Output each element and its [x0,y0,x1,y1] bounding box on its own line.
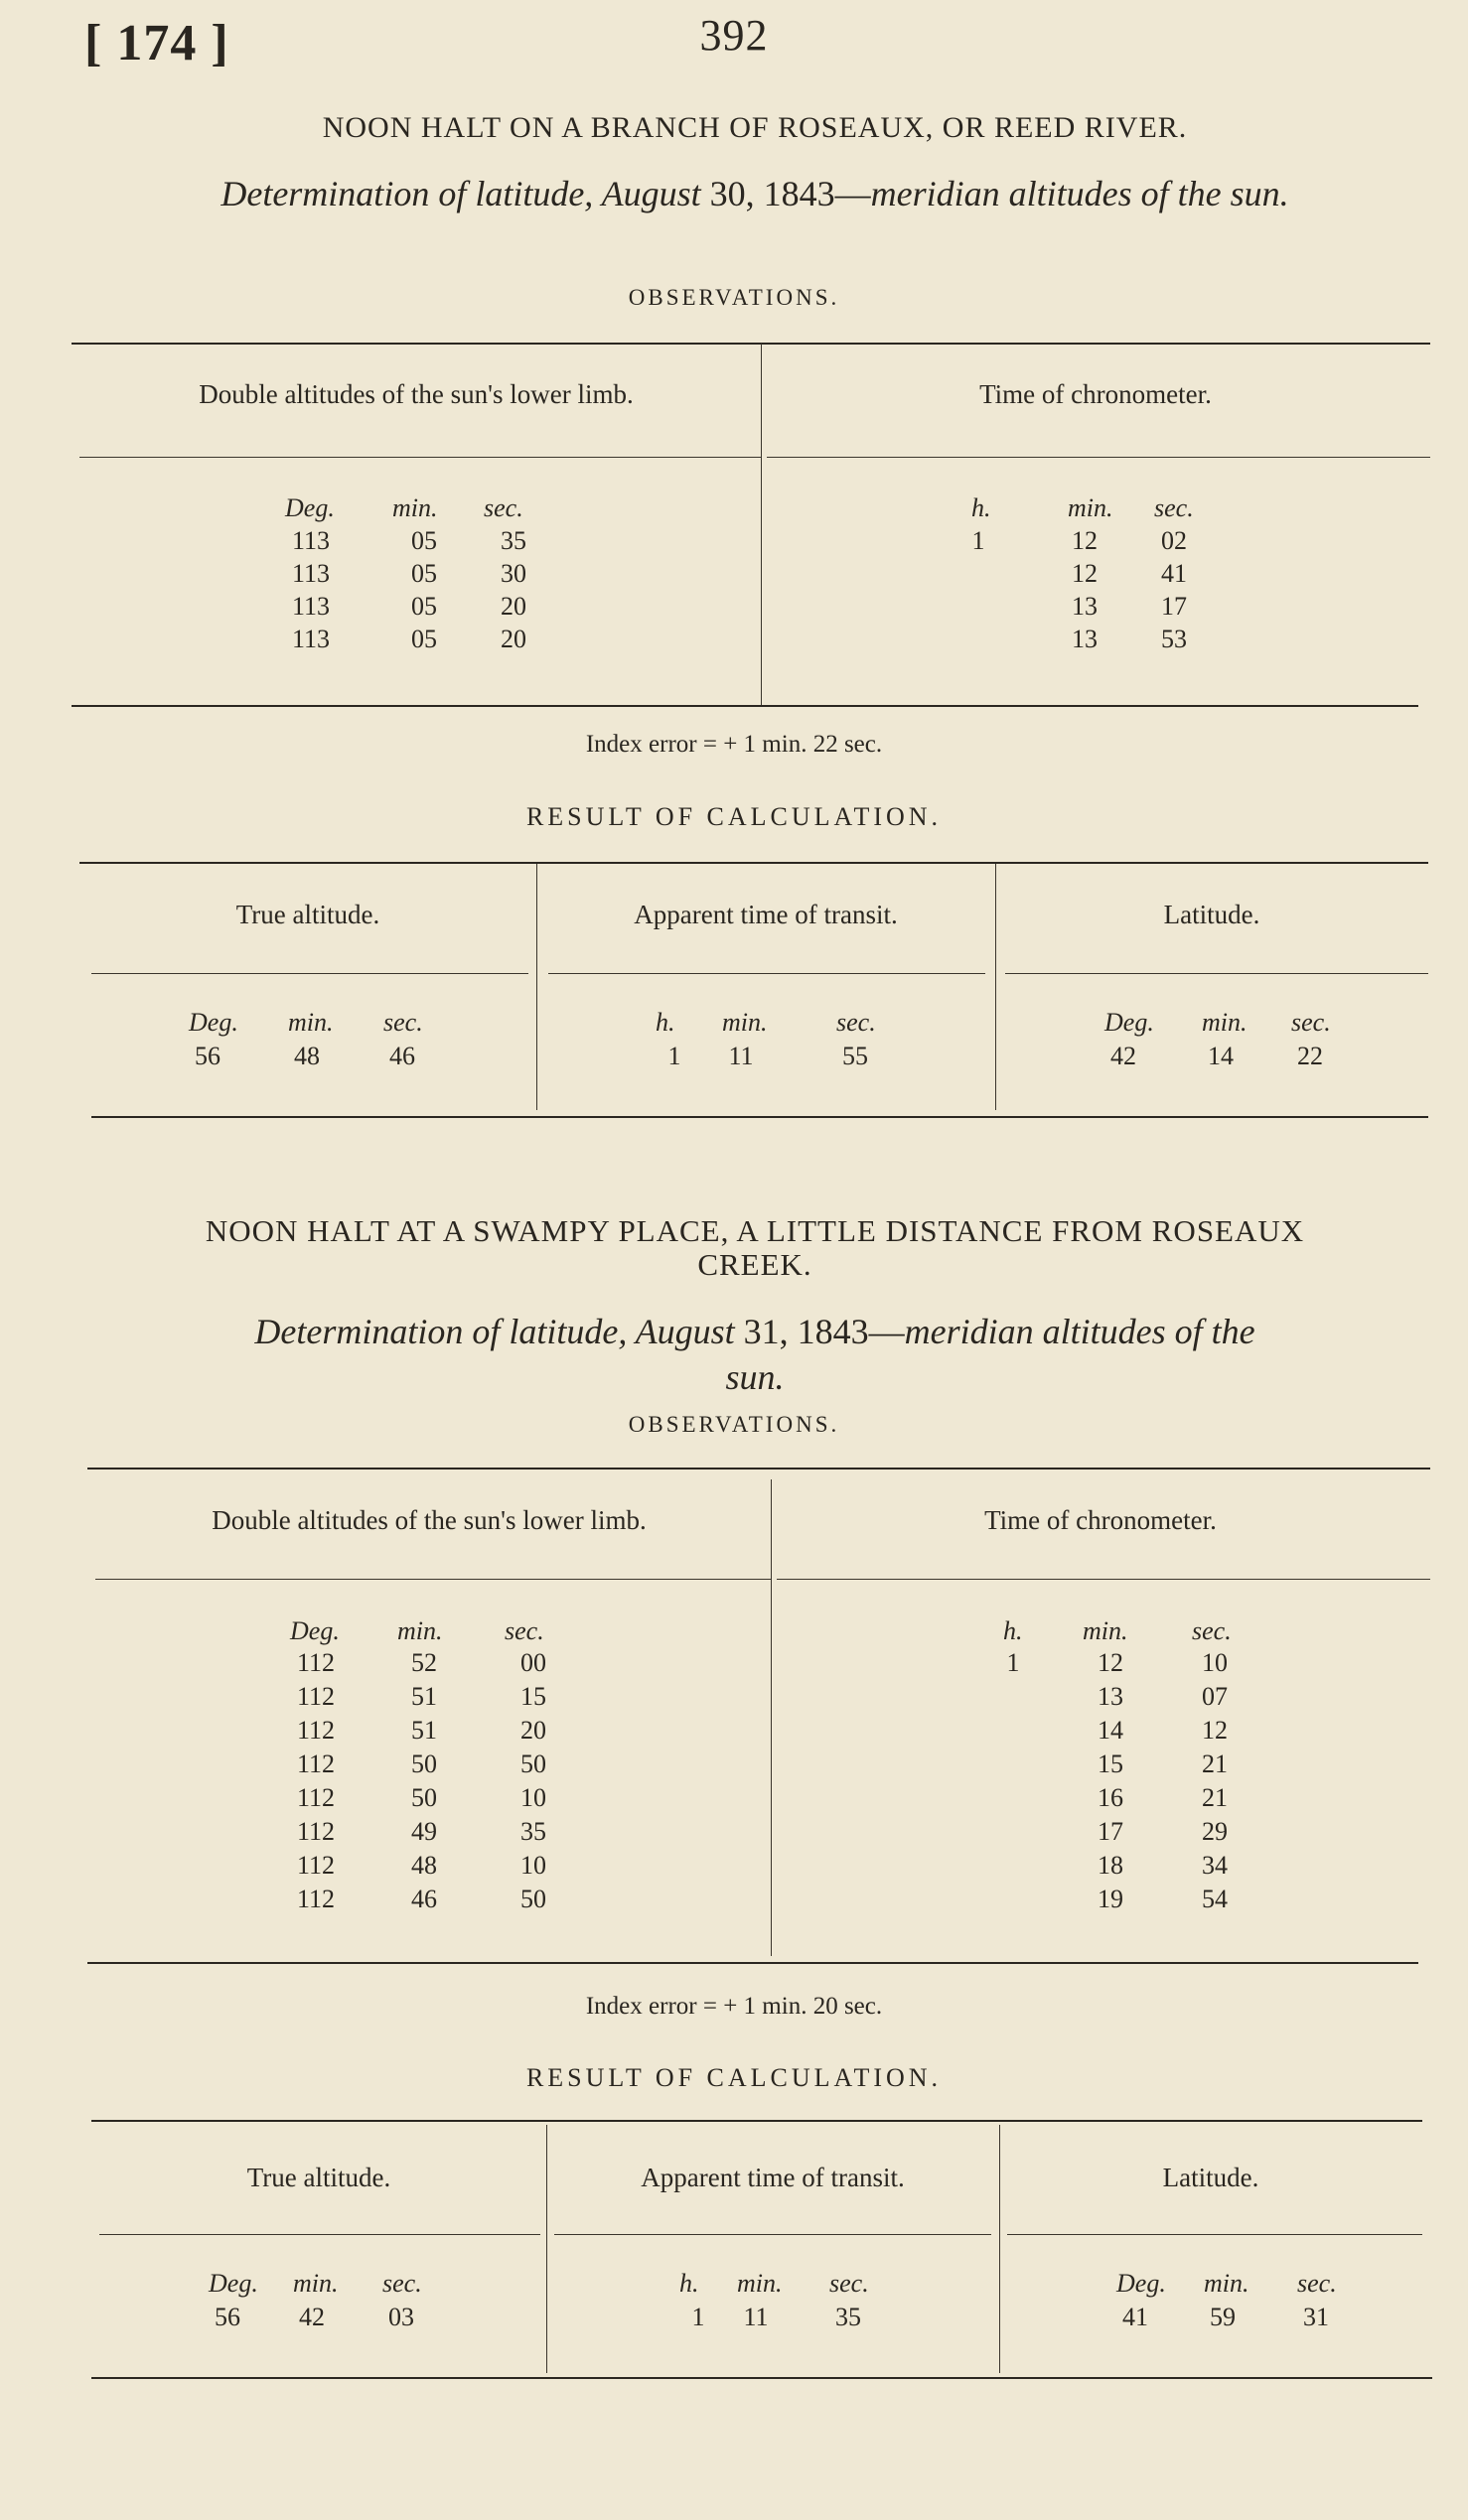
s2-res-head-latitude: Latitude. [1162,2163,1259,2192]
s2-obs-head-rule-left [95,1579,771,1580]
s2-obs-top-rule [87,1468,1430,1470]
s1-obs-bottom-rule [72,705,1418,707]
section1-subtitle-b: 30, 1843— [700,174,871,213]
s2-unit-h: h. [1003,1616,1023,1645]
section2-subtitle-c: meridian altitudes of the [904,1312,1255,1351]
s2-altitude-r1-c3: 00 [520,1648,546,1677]
s2-result-unit-1-0: h. [679,2269,699,2298]
section1-subtitle [79,171,1430,216]
section2-title-line2: CREEK. [697,1247,812,1282]
s2-altitude-r7-c2: 48 [411,1851,437,1880]
s2-altitude-r2-c3: 15 [520,1682,546,1711]
s2-time-r7-c3: 34 [1202,1851,1228,1880]
s1-result-unit-0-2: sec. [383,1008,423,1037]
s2-time-r5-c2: 16 [1098,1783,1123,1812]
s1-time-r3-c3: 17 [1161,592,1187,621]
s1-unit-sec: sec. [484,493,523,522]
s1-result-value-1-0: 1 [667,1042,681,1070]
s2-altitude-r3-c1: 112 [296,1716,336,1745]
s2-unit-tsec: sec. [1192,1616,1232,1645]
s2-time-r5-c3: 21 [1202,1783,1228,1812]
s2-res-head-true-altitude: True altitude. [246,2163,391,2192]
s1-time-r4-c3: 53 [1161,625,1187,653]
s2-altitude-r7-c1: 112 [296,1851,336,1880]
s2-altitude-r7-c3: 10 [520,1851,546,1880]
s1-unit-tmin: min. [1068,493,1113,522]
s1-altitude-r1-c2: 05 [411,526,437,555]
s2-altitude-r3-c2: 51 [411,1716,437,1745]
s1-obs-top-rule [72,343,1430,345]
s1-time-r2-c2: 12 [1072,559,1098,588]
s1-altitude-r4-c3: 20 [501,625,526,653]
s2-result-value-0-0: 56 [215,2303,240,2331]
s1-altitude-r4-c1: 113 [291,625,331,653]
s2-altitude-r8-c3: 50 [520,1885,546,1913]
s2-obs-head-right: Time of chronometer. [984,1505,1217,1535]
s1-result-value-2-2: 22 [1297,1042,1323,1070]
s2-altitude-r8-c2: 46 [411,1885,437,1913]
s1-time-r1-c3: 02 [1161,526,1187,555]
s2-result-unit-0-2: sec. [382,2269,422,2298]
s1-obs-head-rule-left [79,457,761,458]
s1-result-unit-1-1: min. [722,1008,768,1037]
s1-altitude-r3-c2: 05 [411,592,437,621]
s2-time-r4-c2: 15 [1098,1750,1123,1778]
s2-res-top-rule [91,2120,1422,2122]
s2-index-error: Index error = + 1 min. 20 sec. [585,1993,883,2020]
section1-observations-label: OBSERVATIONS. [628,285,840,310]
s2-altitude-r6-c1: 112 [296,1817,336,1846]
s1-altitude-r2-c3: 30 [501,559,526,588]
s2-result-value-0-1: 42 [299,2303,325,2331]
s1-res-head-true-altitude: True altitude. [235,900,380,929]
s1-unit-min: min. [392,493,438,522]
s2-result-unit-1-1: min. [737,2269,783,2298]
s2-result-value-2-2: 31 [1303,2303,1329,2331]
section2-subtitle-b: 31, 1843— [734,1312,905,1351]
s1-result-unit-0-0: Deg. [189,1008,238,1037]
s2-altitude-r2-c1: 112 [296,1682,336,1711]
s1-altitude-r2-c1: 113 [291,559,331,588]
s2-unit-min: min. [397,1616,443,1645]
s2-obs-divider [771,1479,772,1956]
s1-res-head-rule-3 [1005,973,1428,974]
s2-time-r8-c3: 54 [1202,1885,1228,1913]
s2-altitude-r4-c2: 50 [411,1750,437,1778]
s1-res-top-rule [79,862,1428,864]
s2-result-unit-2-1: min. [1204,2269,1249,2298]
s2-res-bottom-rule [91,2377,1432,2379]
s1-result-value-1-1: 11 [728,1042,754,1070]
s2-time-r2-c3: 07 [1202,1682,1228,1711]
s2-altitude-r1-c2: 52 [411,1648,437,1677]
s2-result-value-2-1: 59 [1210,2303,1236,2331]
s1-result-unit-0-1: min. [288,1008,334,1037]
s1-result-value-0-0: 56 [195,1042,220,1070]
s2-time-r3-c2: 14 [1098,1716,1123,1745]
section2-title-line1: NOON HALT AT A SWAMPY PLACE, A LITTLE DISTANCE FROM ROSEAUX [205,1213,1305,1248]
s2-obs-bottom-rule [87,1962,1418,1964]
s2-obs-head-rule-right [777,1579,1430,1580]
s1-altitude-r3-c1: 113 [291,592,331,621]
s1-res-head-transit: Apparent time of transit. [634,900,898,929]
s2-result-value-1-0: 1 [691,2303,705,2331]
s1-res-head-rule-1 [91,973,528,974]
s1-result-value-1-2: 55 [842,1042,868,1070]
s2-altitude-r5-c2: 50 [411,1783,437,1812]
s2-result-unit-2-0: Deg. [1116,2269,1166,2298]
s2-time-r1-c2: 12 [1098,1648,1123,1677]
s1-time-r3-c2: 13 [1072,592,1098,621]
s2-result-value-1-2: 35 [835,2303,861,2331]
s1-altitude-r1-c1: 113 [291,526,331,555]
s1-result-unit-2-2: sec. [1291,1008,1331,1037]
s1-obs-head-left: Double altitudes of the sun's lower limb. [199,379,634,409]
s2-result-unit-2-2: sec. [1297,2269,1337,2298]
page-number: 392 [699,11,769,60]
s1-unit-tsec: sec. [1154,493,1194,522]
s1-result-unit-2-1: min. [1202,1008,1248,1037]
s2-altitude-r2-c2: 51 [411,1682,437,1711]
section1-subtitle-c: meridian altitudes of the sun. [870,174,1289,213]
s1-res-bottom-rule [91,1116,1428,1118]
s1-time-r2-c3: 41 [1161,559,1187,588]
s2-time-r6-c2: 17 [1098,1817,1123,1846]
s2-res-head-rule-3 [1007,2234,1422,2235]
s2-time-r3-c3: 12 [1202,1716,1228,1745]
s2-res-head-rule-1 [99,2234,540,2235]
s2-result-value-0-2: 03 [388,2303,414,2331]
s1-index-error: Index error = + 1 min. 22 sec. [585,731,883,758]
s1-obs-head-right: Time of chronometer. [979,379,1212,409]
s2-altitude-r6-c2: 49 [411,1817,437,1846]
s2-time-r4-c3: 21 [1202,1750,1228,1778]
s2-altitude-r1-c1: 112 [296,1648,336,1677]
s1-altitude-r3-c3: 20 [501,592,526,621]
section1-title: NOON HALT ON A BRANCH OF ROSEAUX, OR REED RIVER. [322,111,1188,144]
section2-subtitle [79,1309,1430,1400]
section1-subtitle-a: Determination of latitude, August [220,174,701,213]
s2-unit-sec: sec. [505,1616,544,1645]
s2-res-head-transit: Apparent time of transit. [641,2163,905,2192]
s1-altitude-r2-c2: 05 [411,559,437,588]
s1-time-r4-c2: 13 [1072,625,1098,653]
s2-time-r6-c3: 29 [1202,1817,1228,1846]
s2-altitude-r5-c1: 112 [296,1783,336,1812]
s1-result-value-0-1: 48 [294,1042,320,1070]
s2-result-unit-0-0: Deg. [209,2269,258,2298]
s2-obs-head-left: Double altitudes of the sun's lower limb. [212,1505,647,1535]
s2-result-label: RESULT OF CALCULATION. [525,2063,943,2092]
s1-result-value-0-2: 46 [389,1042,415,1070]
s1-res-head-latitude: Latitude. [1163,900,1260,929]
s2-altitude-r5-c3: 10 [520,1783,546,1812]
s2-time-r7-c2: 18 [1098,1851,1123,1880]
s2-result-unit-0-1: min. [293,2269,339,2298]
s2-result-unit-1-2: sec. [829,2269,869,2298]
s1-result-value-2-1: 14 [1208,1042,1234,1070]
s2-altitude-r4-c3: 50 [520,1750,546,1778]
s2-res-head-rule-2 [554,2234,991,2235]
s2-altitude-r6-c3: 35 [520,1817,546,1846]
s1-res-head-rule-2 [548,973,985,974]
s1-obs-head-rule-right [767,457,1430,458]
section2-subtitle-d: sun. [725,1357,785,1397]
s2-time-r1-c1: 1 [1006,1648,1020,1677]
s1-unit-deg: Deg. [285,493,335,522]
s1-result-label: RESULT OF CALCULATION. [525,802,943,831]
s1-altitude-r1-c3: 35 [501,526,526,555]
s1-result-unit-1-2: sec. [836,1008,876,1037]
s2-altitude-r3-c3: 20 [520,1716,546,1745]
s2-time-r1-c3: 10 [1202,1648,1228,1677]
s2-altitude-r4-c1: 112 [296,1750,336,1778]
s1-result-unit-1-0: h. [656,1008,675,1037]
s2-time-r8-c2: 19 [1098,1885,1123,1913]
s2-altitude-r8-c1: 112 [296,1885,336,1913]
bracket-page-number: [ 174 ] [84,15,229,71]
s2-result-value-2-0: 41 [1122,2303,1148,2331]
section2-subtitle-a: Determination of latitude, August [254,1312,735,1351]
s2-unit-deg: Deg. [290,1616,340,1645]
s1-time-r1-c1: 1 [971,526,985,555]
s2-unit-tmin: min. [1083,1616,1128,1645]
section2-observations-label: OBSERVATIONS. [628,1412,840,1437]
s1-altitude-r4-c2: 05 [411,625,437,653]
s1-result-unit-2-0: Deg. [1104,1008,1154,1037]
s2-result-value-1-1: 11 [743,2303,769,2331]
s1-unit-h: h. [971,493,991,522]
s2-time-r2-c2: 13 [1098,1682,1123,1711]
s1-time-r1-c2: 12 [1072,526,1098,555]
s1-result-value-2-0: 42 [1110,1042,1136,1070]
